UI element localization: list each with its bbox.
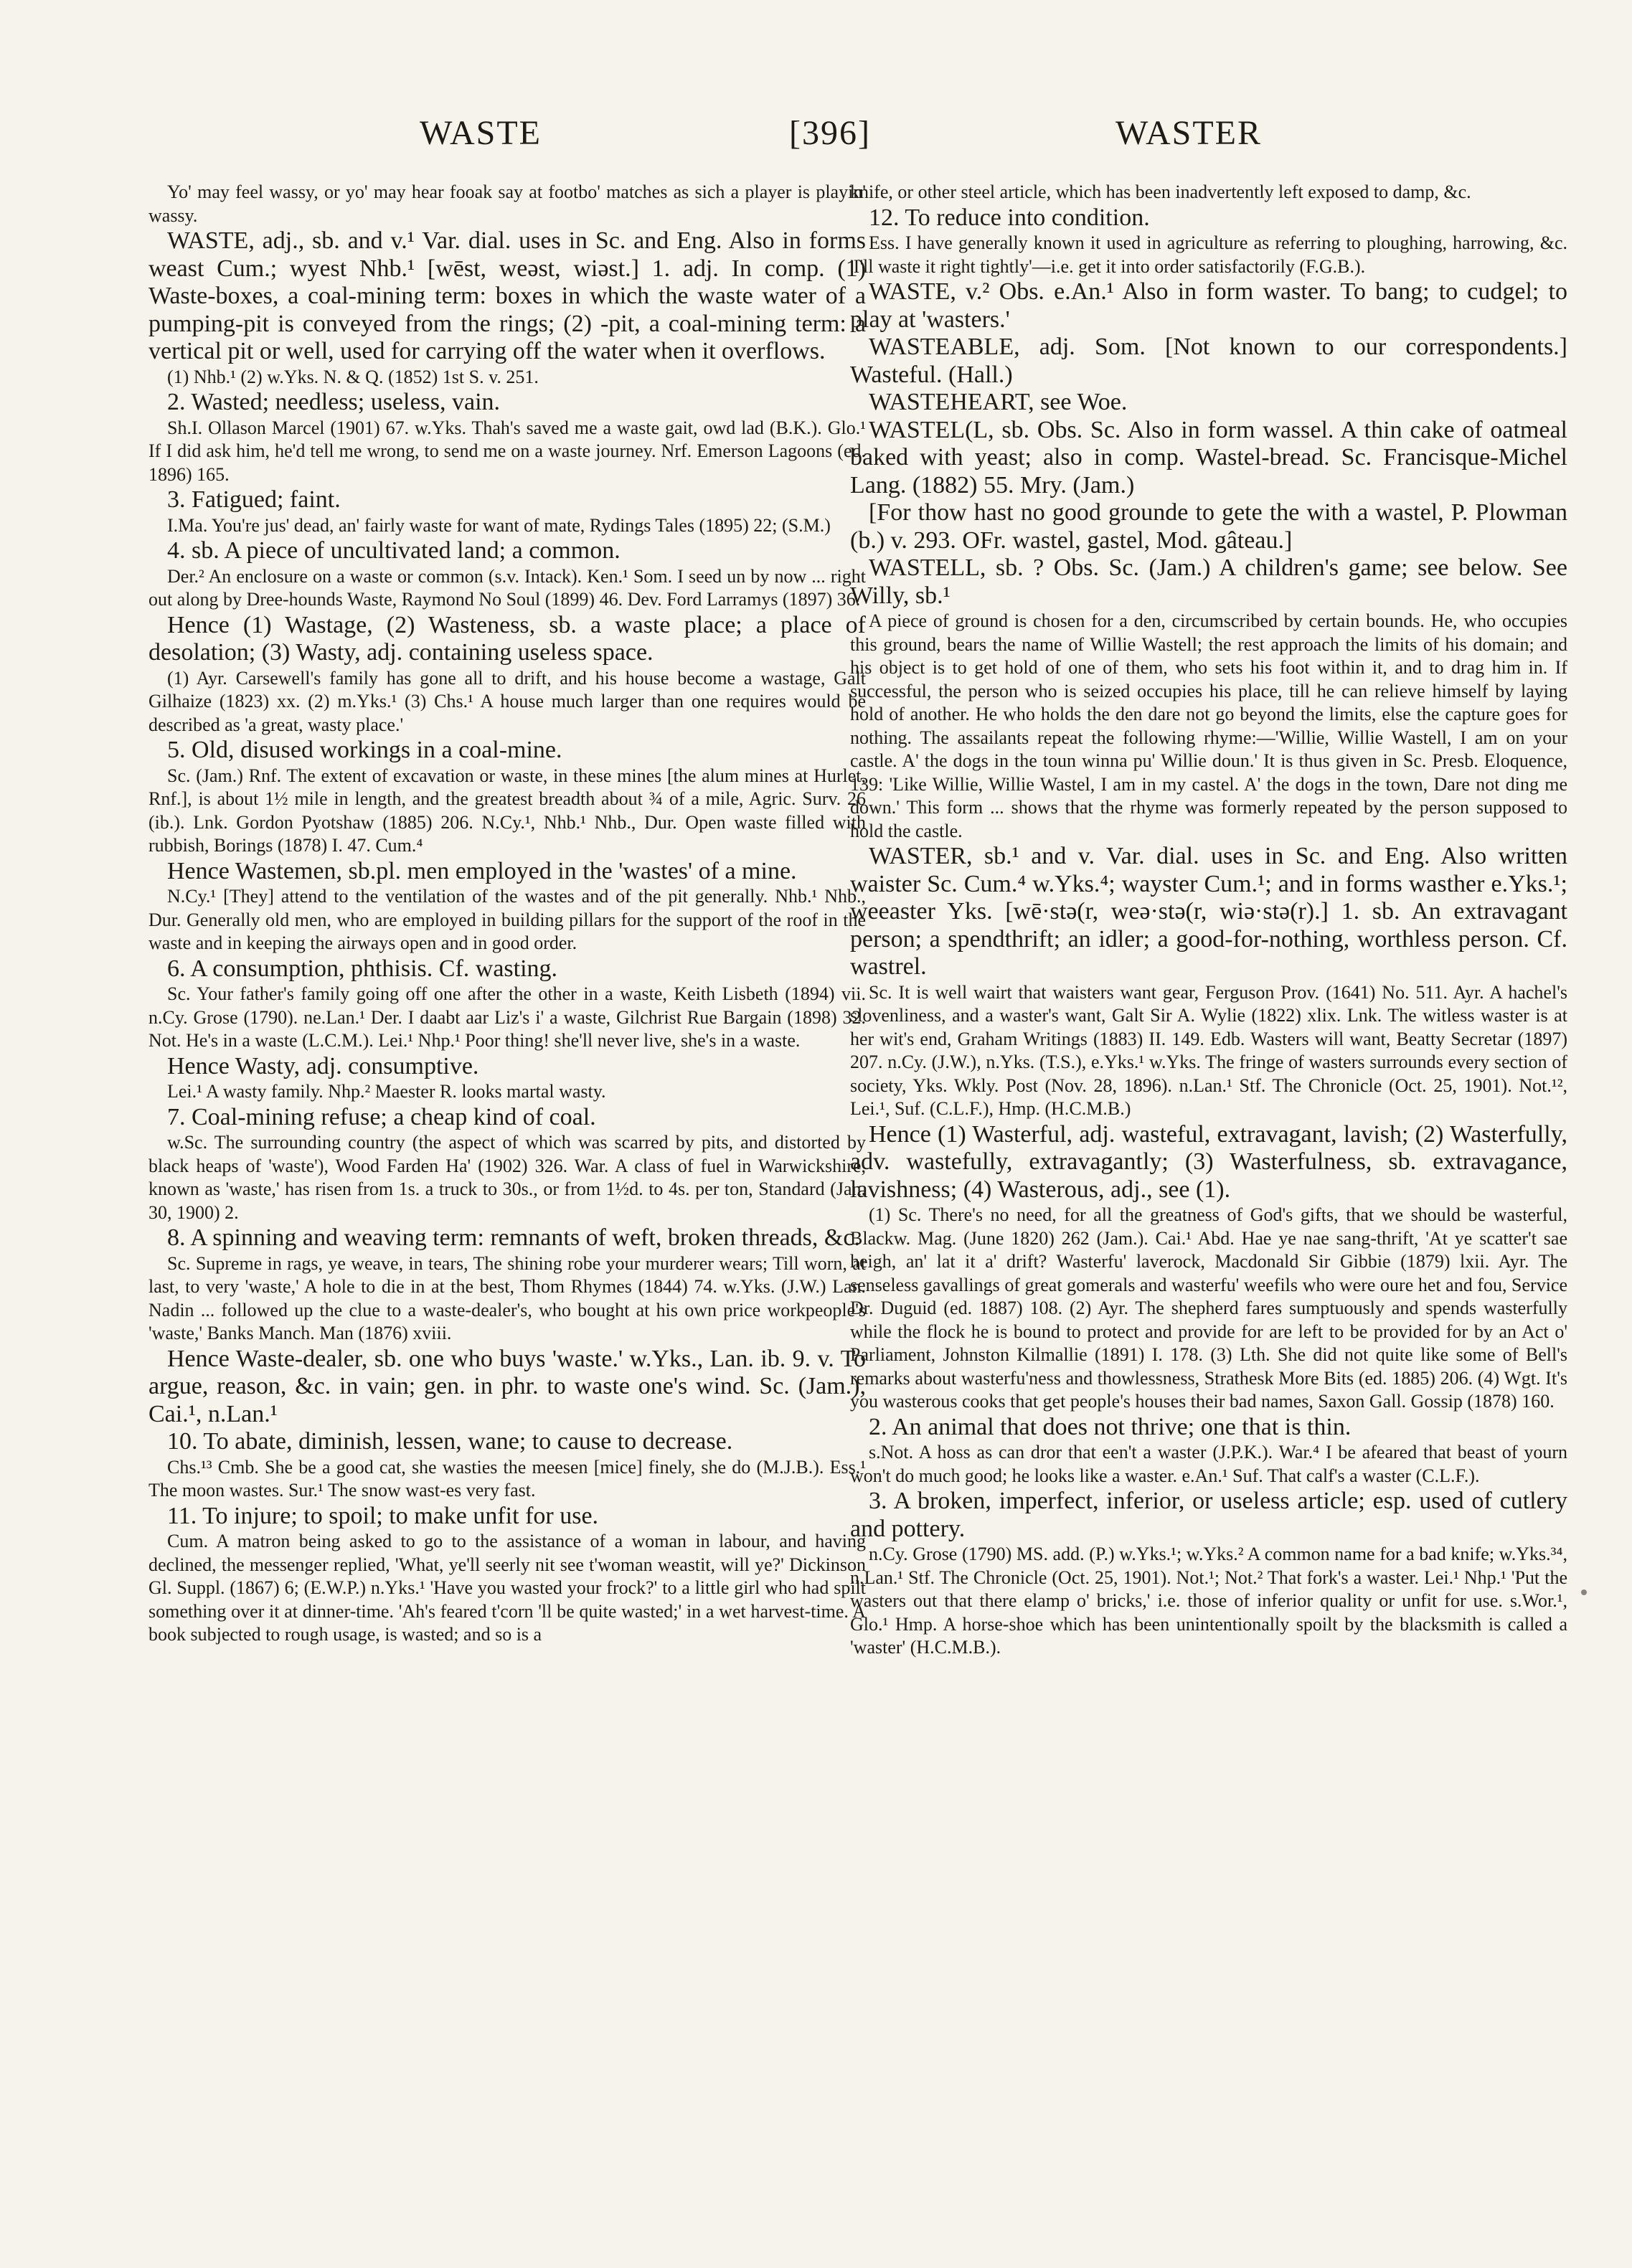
right-column-paragraph: WASTE, v.² Obs. e.An.¹ Also in form waster. To bang; to cudgel; to play at 'wasters.' (850, 278, 1567, 333)
left-column-paragraph: Lei.¹ A wasty family. Nhp.² Maester R. looks martal wasty. (167, 1081, 606, 1102)
left-column-paragraph: N.Cy.¹ [They] attend to the ventilation of the wastes and of the pit generally. Nhb.¹ Nhb., Dur. Generally old men, who are employed in building pillars for the support of the roof in the waste and in keeping the airways open and in good order. (148, 886, 866, 953)
left-column-paragraph: 5. Old, disused workings in a coal-mine. (167, 737, 562, 763)
page-number: [396] (789, 114, 871, 152)
left-column-paragraph: Hence (1) Wastage, (2) Wasteness, sb. a waste place; a place of desolation; (3) Wasty, adj. containing useless space. (148, 611, 866, 666)
right-column-paragraph: WASTER, sb.¹ and v. Var. dial. uses in Sc. and Eng. Also written waister Sc. Cum.⁴ w.Yks.⁴; wayster Cum.¹; and in forms wasther e.Yks.¹; weeaster Yks. [wē·stə(r, weə·stə(r, wiə·stə(r).] 1. sb. An extravagant person; a spendthrift; an idler; a good-for-nothing, worthless person. Cf. wastrel. (850, 843, 1567, 980)
left-column-paragraph: Sc. (Jam.) Rnf. The extent of excavation or waste, in these mines [the alum mines at Hurlet, Rnf.], is about 1½ mile in length, and the greatest breadth about ¾ of a mile, Agric. Surv. 26 (ib.). Lnk. Gordon Pyotshaw (1885) 206. N.Cy.¹, Nhb.¹ Nhb., Dur. Open waste filled with rubbish, Borings (1878) I. 47. Cum.⁴ (148, 765, 866, 856)
right-column-paragraph: n.Cy. Grose (1790) MS. add. (P.) w.Yks.¹; w.Yks.² A common name for a bad knife; w.Yks.³⁴, n.Lan.¹ Stf. The Chronicle (Oct. 25, 1901). Not.¹; Not.² That fork's a waster. Lei.¹ Nhp.¹ 'Put the wasters out that there elamp o' bricks,' i.e. those of inferior quality or unfit for use. s.Wor.¹, Glo.¹ Hmp. A horse-shoe which has been unintentionally spoilt by the blacksmith is called a 'waster' (H.C.M.B.). (850, 1544, 1567, 1658)
left-column-paragraph: Sh.I. Ollason Marcel (1901) 67. w.Yks. Thah's saved me a waste gait, owd lad (B.K.). Glo.¹ If I did ask him, he'd tell me wrong, to send me on a waste journey. Nrf. Emerson Lagoons (ed. 1896) 165. (148, 417, 866, 485)
margin-speck (1581, 1589, 1587, 1595)
right-column-paragraph: 12. To reduce into condition. (869, 204, 1150, 231)
left-column-paragraph: 3. Fatigued; faint. (167, 486, 341, 513)
left-column-paragraph: 10. To abate, diminish, lessen, wane; to cause to decrease. (167, 1428, 733, 1455)
right-column-paragraph: Sc. It is well wairt that waisters want gear, Ferguson Prov. (1641) No. 511. Ayr. A hachel's slovenliness, and a waster's want, Galt Sir A. Wylie (1822) xlix. Lnk. The witless waster is at her wit's end, Graham Writings (1883) II. 149. Edb. Wasters will want, Beatty Secretar (1897) 207. n.Cy. (J.W.), n.Yks. (T.S.), e.Yks.¹ w.Yks. The fringe of wasters surrounds every section of society, Yks. Wkly. Post (Nov. 28, 1896). n.Lan.¹ Stf. The Chronicle (Oct. 25, 1901). Not.¹², Lei.¹, Suf. (C.L.F.), Hmp. (H.C.M.B.) (850, 981, 1567, 1119)
right-column-paragraph: Hence (1) Wasterful, adj. wasteful, extravagant, lavish; (2) Wasterfully, adv. wastefully, extravagantly; (3) Wasterfulness, sb. extravagance, lavishness; (4) Wasterous, adj., see (1). (850, 1120, 1567, 1203)
left-column-paragraph: Sc. Supreme in rags, ye weave, in tears, The shining robe your murderer wears; Till worn, at last, to very 'waste,' A hole to die in at the best, Thom Rhymes (1844) 74. w.Yks. (J.W.) Lan. Nadin ... followed up the clue to a waste-dealer's, who bought at his own price workpeople's 'waste,' Banks Manch. Man (1876) xviii. (148, 1252, 866, 1343)
left-column-paragraph: 2. Wasted; needless; useless, vain. (167, 389, 501, 415)
right-column-paragraph: s.Not. A hoss as can dror that een't a waster (J.P.K.). War.⁴ I be afeared that beast of yourn won't do much good; he looks like a waster. e.An.¹ Suf. That calf's a waster (C.L.F.). (850, 1442, 1567, 1486)
right-column-paragraph: WASTELL, sb. ? Obs. Sc. (Jam.) A children's game; see below. See Willy, sb.¹ (850, 554, 1567, 609)
left-column-paragraph: Hence Waste-dealer, sb. one who buys 'waste.' w.Yks., Lan. ib. 9. v. To argue, reason, &c. in vain; gen. in phr. to waste one's wind. Sc. (Jam.), Cai.¹, n.Lan.¹ (148, 1345, 866, 1427)
right-column (850, 181, 1567, 1660)
running-head-right: WASTER (1115, 114, 1262, 152)
left-column-paragraph: (1) Nhb.¹ (2) w.Yks. N. & Q. (1852) 1st S. v. 251. (167, 366, 539, 387)
left-column-paragraph: 11. To injure; to spoil; to make unfit for use. (167, 1502, 599, 1529)
left-column-paragraph: 8. A spinning and weaving term: remnants of weft, broken threads, &c. (167, 1224, 860, 1251)
left-column-paragraph: Chs.¹³ Cmb. She be a good cat, she wasties the meesen [mice] finely, she do (M.J.B.). Ess.¹ The moon wastes. Sur.¹ The snow wast-es very fast. (148, 1456, 866, 1501)
left-column-paragraph: Yo' may feel wassy, or yo' may hear fooak say at footbo' matches as sich a player is playin' wassy. (148, 181, 866, 226)
left-column-paragraph: Der.² An enclosure on a waste or common (s.v. Intack). Ken.¹ Som. I seed un by now ... right out along by Dree-hounds Waste, Raymond No Soul (1899) 46. Dev. Ford Larramys (1897) 36. (148, 565, 866, 610)
right-column-paragraph: (1) Sc. There's no need, for all the greatness of God's gifts, that we should be wasterful, Blackw. Mag. (June 1820) 262 (Jam.). Cai.¹ Abd. Hae ye nae sang-thrift, 'At ye scatter't sae heigh, an' lat it a' drift? Wasterfu' laverock, Macdonald Sir Gibbie (1879) lxii. Ayr. The senseless gavallings of great gomerals and wasterfu' weefils who were oure het and fou, Service Dr. Duguid (ed. 1887) 108. (2) Ayr. The shepherd fares sumptuously and spends wasterfully while the flock he is bound to protect and provide for are left to be provided for by an Act o' Parliament, Johnston Kilmallie (1891) I. 178. (3) Lth. She did not quite like some of Bell's remarks about wasterfu'ness and thowlessness, Strathesk More Bits (ed. 1885) 206. (4) Wgt. It's you wasterous cooks that get people's houses their bad names, Saxon Gall. Gossip (1878) 160. (850, 1204, 1567, 1412)
left-column (148, 181, 866, 1647)
right-column-paragraph: 3. A broken, imperfect, inferior, or useless article; esp. used of cutlery and pottery. (850, 1488, 1567, 1542)
right-column-paragraph: A piece of ground is chosen for a den, circumscribed by certain bounds. He, who occupies this ground, bears the name of Willie Wastell; the rest approach the limits of his domain; and his object is to get hold of one of them, who sets his foot within it, and to drag him in. If successful, the person who is seized occupies his place, till he can relieve himself by laying hold of another. He who holds the den dare not go beyond the limits, else the capture goes for nothing. The assailants repeat the following rhyme:—'Willie, Willie Wastell, I am on your castle. A' the dogs in the toun winna pu' Willie doun.' It is thus given in Sc. Presb. Eloquence, 139: 'Like Willie, Willie Wastel, I am in my castel. A' the dogs in the town, Dare not ding me down.' This form ... shows that the rhyme was formerly repeated by the person supposed to hold the castle. (850, 610, 1567, 841)
left-column-paragraph: WASTE, adj., sb. and v.¹ Var. dial. uses in Sc. and Eng. Also in forms weast Cum.; wyest Nhb.¹ [wēst, weəst, wiəst.] 1. adj. In comp. (1) Waste-boxes, a coal-mining term: boxes in which the waste water of a pumping-pit is conveyed from the rings; (2) -pit, a coal-mining term: a vertical pit or well, used for carrying off the water when it overflows. (148, 227, 866, 364)
right-column-paragraph: WASTEL(L, sb. Obs. Sc. Also in form wassel. A thin cake of oatmeal baked with yeast; also in comp. Wastel-bread. Sc. Francisque-Michel Lang. (1882) 55. Mry. (Jam.) (850, 416, 1567, 499)
right-column-paragraph: 2. An animal that does not thrive; one that is thin. (869, 1413, 1352, 1440)
left-column-paragraph: 4. sb. A piece of uncultivated land; a common. (167, 537, 621, 564)
right-column-paragraph: knife, or other steel article, which has been inadvertently left exposed to damp, &c. (850, 181, 1471, 202)
right-column-paragraph: WASTEHEART, see Woe. (869, 389, 1128, 415)
left-column-paragraph: 6. A consumption, phthisis. Cf. wasting. (167, 955, 558, 982)
left-column-paragraph: Hence Wasty, adj. consumptive. (167, 1052, 479, 1079)
left-column-paragraph: Hence Wastemen, sb.pl. men employed in the 'wastes' of a mine. (167, 857, 797, 884)
left-column-paragraph: (1) Ayr. Carsewell's family has gone all to drift, and his house become a wastage, Galt Gilhaize (1823) xx. (2) m.Yks.¹ (3) Chs.¹ A house much larger than one requires would be described as 'a great, wasty place.' (148, 667, 866, 735)
left-column-paragraph: Cum. A matron being asked to go to the assistance of a woman in labour, and having declined, the messenger replied, 'What, ye'll seerly nit see t'woman weastit, will ye?' Dickinson Gl. Suppl. (1867) 6; (E.W.P.) n.Yks.¹ 'Have you wasted your frock?' to a little girl who had spilt something over it at dinner-time. 'Ah's feared t'corn 'll be quite wasted;' in a wet harvest-time. A book subjected to rough usage, is wasted; and so is a (148, 1531, 866, 1645)
running-head-left: WASTE (420, 114, 542, 152)
right-column-paragraph: WASTEABLE, adj. Som. [Not known to our correspondents.] Wasteful. (Hall.) (850, 334, 1567, 388)
right-column-paragraph: Ess. I have generally known it used in agriculture as referring to ploughing, harrowing, &c. 'I'll waste it right tightly'—i.e. get it into order satisfactorily (F.G.B.). (850, 232, 1567, 277)
right-column-paragraph: [For thow hast no good grounde to gete the with a wastel, P. Plowman (b.) v. 293. OFr. wastel, gastel, Mod. gâteau.] (850, 499, 1567, 554)
left-column-paragraph: Sc. Your father's family going off one after the other in a waste, Keith Lisbeth (1894) vii. n.Cy. Grose (1790). ne.Lan.¹ Der. I daabt aar Liz's i' a waste, Gilchrist Rue Bargain (1898) 32. Not. He's in a waste (L.C.M.). Lei.¹ Nhp.¹ Poor thing! she'll never live, she's in a waste. (148, 983, 866, 1051)
left-column-paragraph: I.Ma. You're jus' dead, an' fairly waste for want of mate, Rydings Tales (1895) 22; (S.M.) (167, 514, 831, 536)
left-column-paragraph: 7. Coal-mining refuse; a cheap kind of coal. (167, 1103, 596, 1130)
left-column-paragraph: w.Sc. The surrounding country (the aspect of which was scarred by pits, and distorted by black heaps of 'waste'), Wood Farden Ha' (1902) 326. War. A class of fuel in Warwickshire, known as 'waste,' has risen from 1s. a truck to 30s., or from 1½d. to 4s. per ton, Standard (Jan. 30, 1900) 2. (148, 1132, 866, 1223)
